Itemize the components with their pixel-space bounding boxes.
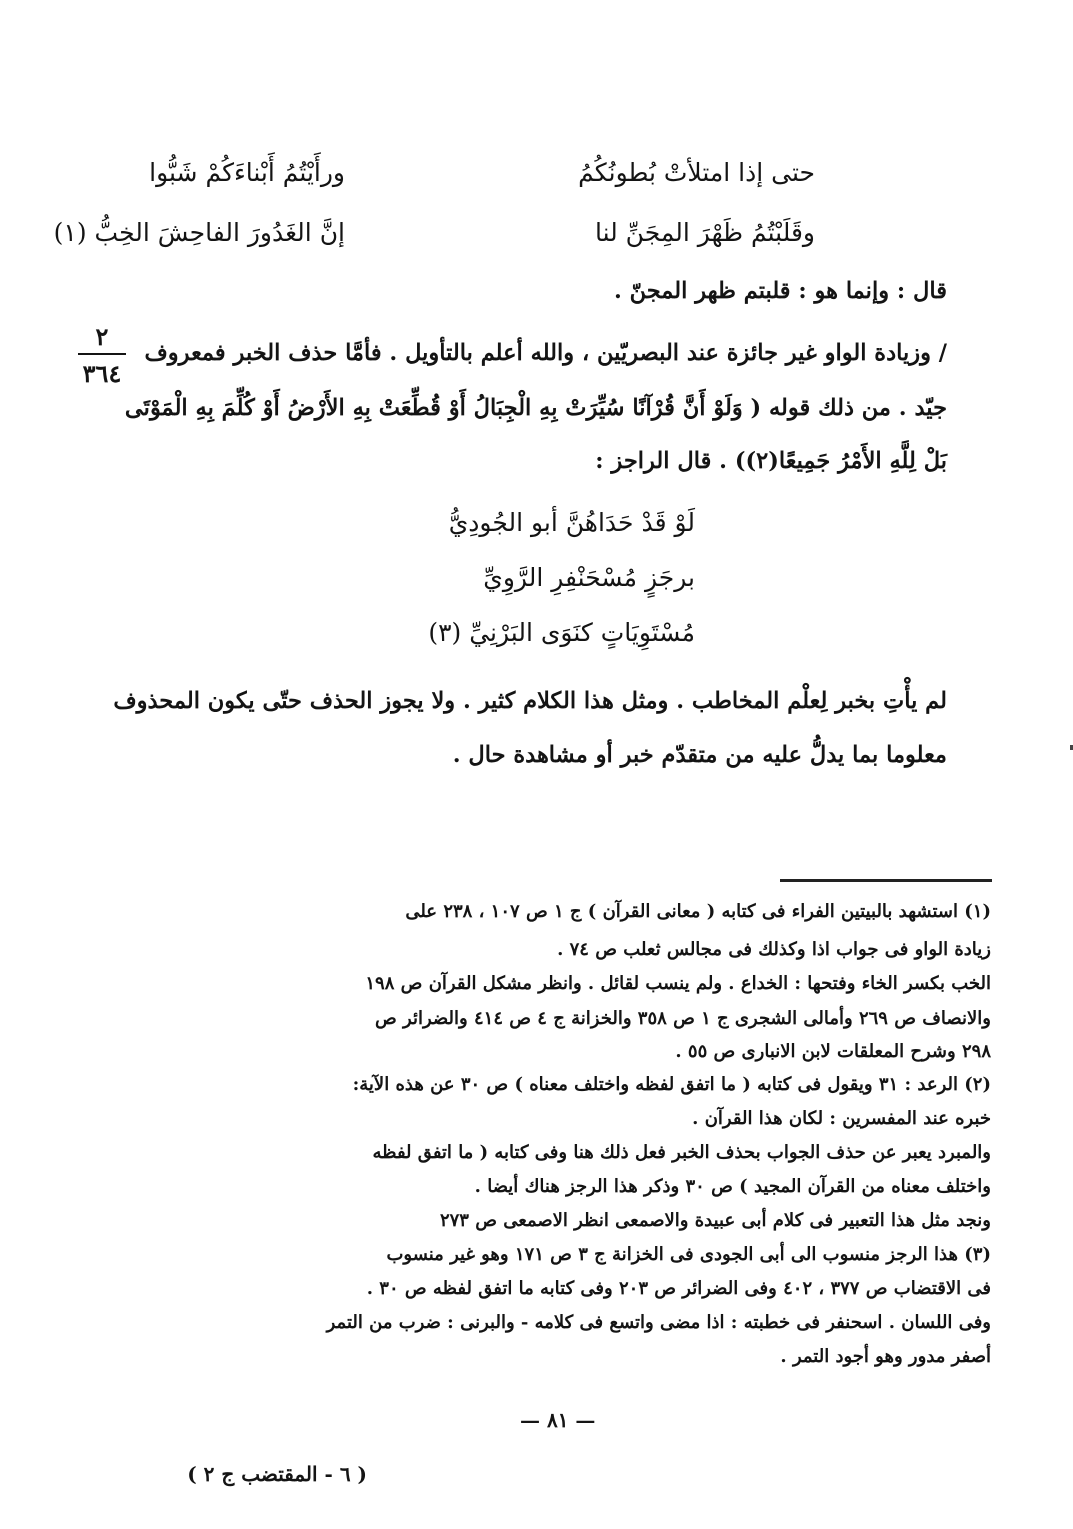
poem-line2-first-hemistich: وقَلَبْتُمُ ظَهْرَ المِجَنِّ لنا <box>594 218 815 247</box>
footnote-1-line-1: (١) استشهد بالبيتين الفراء فى كتابه ( معانى القرآن ) ج ١ ص ١٠٧ ، ٢٣٨ على <box>405 901 991 922</box>
margin-reference <box>72 322 132 388</box>
footnote-2-line-4: واختلف معناه من القرآن المجيد ) ص ٣٠ وذكر هذا الرجز هناك أيضا . <box>474 1176 991 1197</box>
rajaz-line-3: مُسْتَوِيَاتٍ كنَوَى البَرْنِيِّ (٣) <box>428 618 695 647</box>
poem-line1-first-hemistich: حتى إذا امتلأتْ بُطونُكُمُ <box>578 158 815 187</box>
poem-line2-second-hemistich: إنَّ الغَدُورَ الفاحِشَ الخِبُّ (١) <box>53 218 345 247</box>
printer-signature: ( ٦ - المقتضب ج ٢ ) <box>187 1462 367 1486</box>
footnote-2-line-1: (٢) الرعد : ٣١ ويقول فى كتابه ( ما اتفق لفظه واختلف معناه ) ص ٣٠ عن هذه الآية: <box>352 1074 991 1095</box>
body-line-5: لم يأْتِ بخبر لِعلْم المخاطب . ومثل هذا الكلام كثير . ولا يجوز الحذف حتّى يكون المحذوف <box>113 688 947 714</box>
footnote-3-line-4: أصفر مدور وهو أجود التمر . <box>780 1346 991 1367</box>
body-line-3: جيّد . من ذلك قوله ( وَلَوْ أَنَّ قُرْآنًا سُيِّرَتْ بِهِ الْجِبَالُ أَوْ قُطِّعَتْ بِهِ الأَرْضُ أَوْ كُلِّمَ بِهِ الْمَوْتَى <box>124 395 947 421</box>
page-number: — ٨١ — <box>520 1408 596 1432</box>
body-line-4: بَلْ لِلَّهِ الأَمْرُ جَمِيعًا(٢)) . قال الراجز : <box>595 448 947 474</box>
footnote-3-line-1: (٣) هذا الرجز منسوب الى أبى الجودى فى الخزانة ج ٣ ص ١٧١ وهو غير منسوب <box>386 1244 991 1265</box>
footnote-1-line-3: الخب بكسر الخاء وفتحها : الخداع . ولم ينسب لقائل . وانظر مشكل القرآن ص ١٩٨ <box>365 973 991 994</box>
margin-reference-bottom: ٣٦٤ <box>82 359 122 388</box>
footnote-2-line-3: والمبرد يعبر عن حذف الجواب بحذف الخبر فعل ذلك هنا وفى كتابه ( ما اتفق لفظه <box>372 1142 991 1163</box>
footnote-separator <box>780 879 992 882</box>
footnote-1-line-4: والانصاف ص ٢٦٩ وأمالى الشجرى ج ١ ص ٣٥٨ والخزانة ج ٤ ص ٤١٤ والضرائر ص <box>375 1008 991 1029</box>
margin-reference-top: ٢ <box>95 322 109 351</box>
footnote-3-line-3: وفى اللسان . اسحنفر فى خطبته : اذا مضى واتسع فى كلامه - والبرنى : ضرب من التمر <box>326 1312 991 1333</box>
rajaz-line-2: برجَزٍ مُسْحَنْفِرِ الرَّوِيِّ <box>483 563 695 592</box>
poem-line1-second-hemistich: ورأَيْتُمُ أَبْناءَكُمْ شَبُّوا <box>149 158 345 187</box>
footnote-3-line-2: فى الاقتضاب ص ٣٧٧ ، ٤٠٢ وفى الضرائر ص ٢٠٣ وفى كتابه ما اتفق لفظه ص ٣٠ . <box>366 1278 991 1299</box>
margin-reference-rule <box>78 353 126 355</box>
footnote-1-line-2: زيادة الواو فى جواب اذا وكذلك فى مجالس ثعلب ص ٧٤ . <box>557 939 991 960</box>
footnote-2-line-2: خبره عند المفسرين : لكان هذا القرآن . <box>692 1108 991 1129</box>
body-line-6: معلوما بما يدلُّ عليه من متقدّم خبر أو مشاهدة حال . <box>452 742 947 768</box>
body-line-2: / وزيادة الواو غير جائزة عند البصريّين ، والله أعلم بالتأويل . فأمَّا حذف الخبر فمعروف <box>144 340 947 366</box>
rajaz-line-1: لَوْ قَدْ حَدَاهُنَّ أبو الجُودِيُّ <box>448 508 695 537</box>
body-line-1: قال : وإنما هو : قلبتم ظهر المجنّ . <box>613 278 947 304</box>
footnote-2-line-5: ونجد مثل هذا التعبير فى كلام أبى عبيدة والاصمعى انظر الاصمعى ص ٢٧٣ <box>439 1210 991 1231</box>
footnote-1-line-5: ٢٩٨ وشرح المعلقات لابن الانبارى ص ٥٥ . <box>675 1041 991 1062</box>
